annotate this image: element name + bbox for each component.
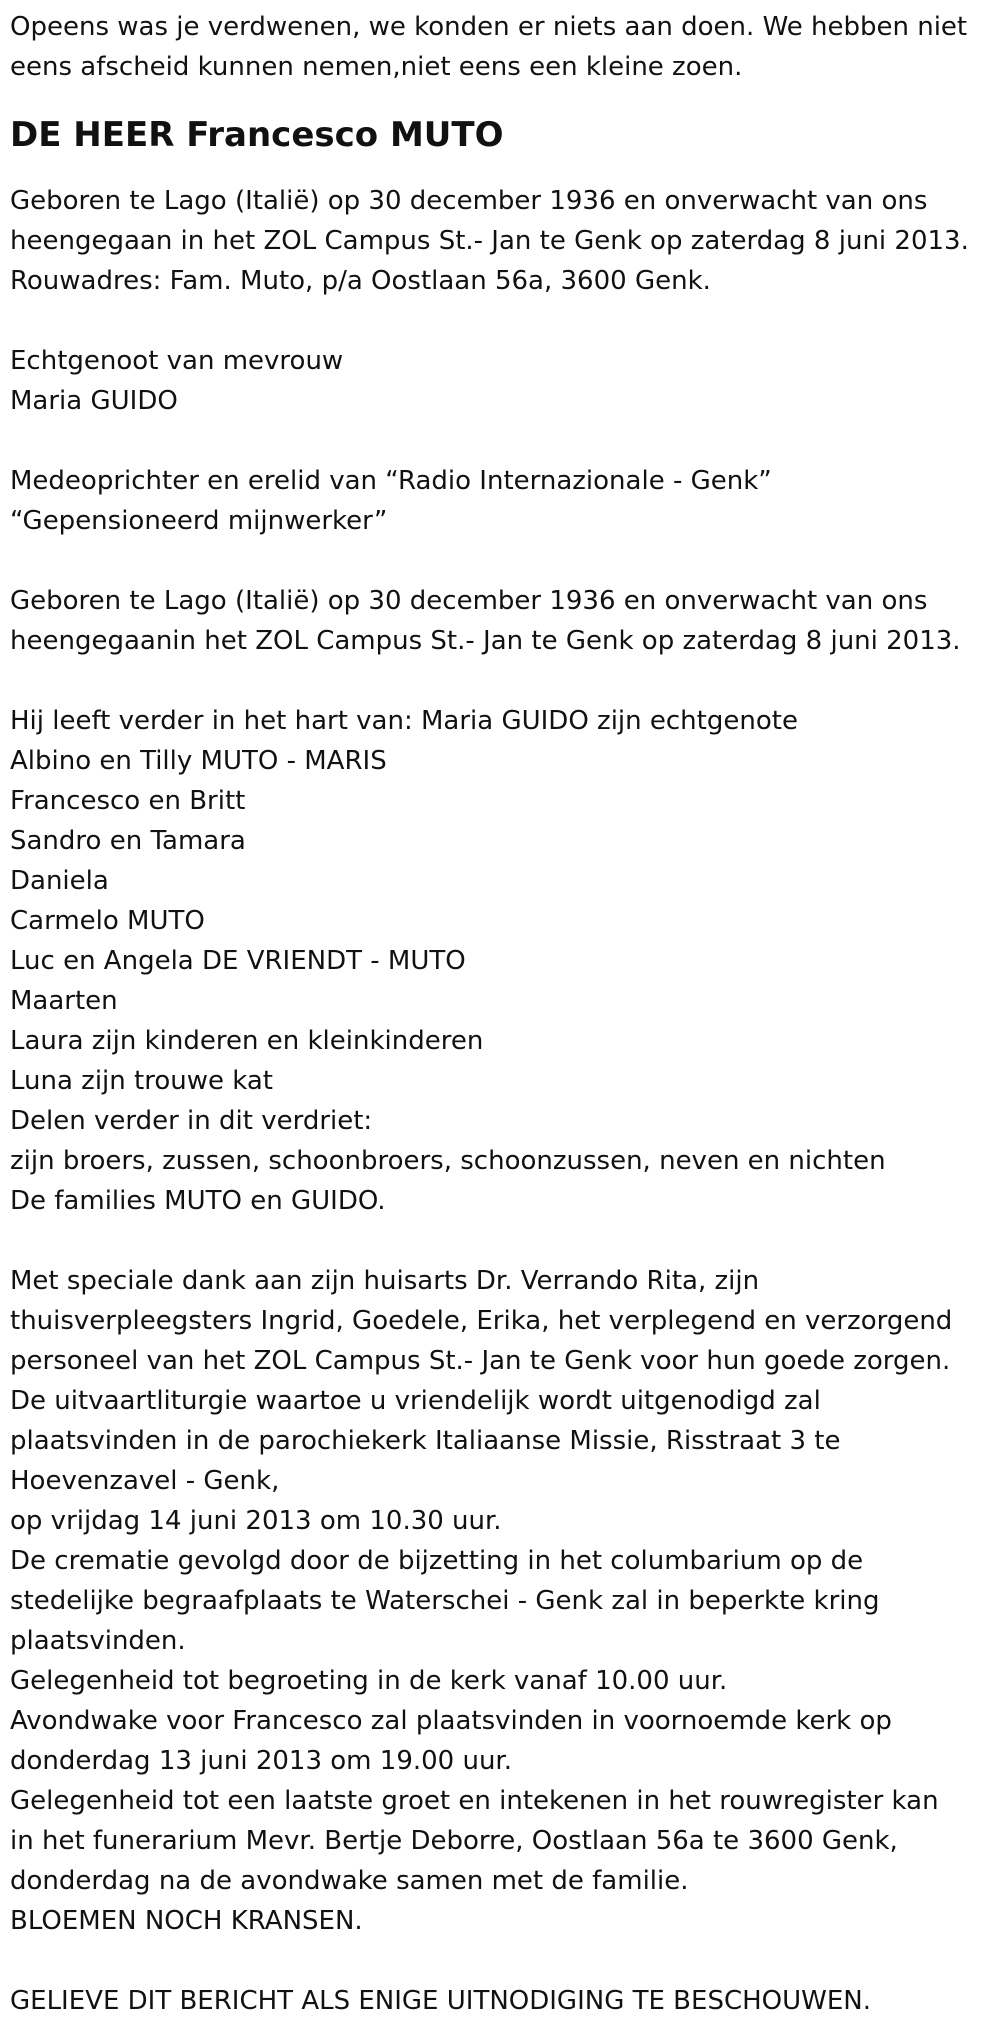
text-line: Carmelo MUTO [10,905,205,936]
text-line: Echtgenoot van mevrouw [10,345,344,376]
text-line: plaatsvinden in de parochiekerk Italiaanse Missie, Risstraat 3 te [10,1425,841,1456]
paragraph-gap [10,301,990,341]
text-line: Delen verder in dit verdriet: [10,1105,373,1136]
paragraph-gap [10,661,990,701]
intro-line: eens afscheid kunnen nemen,niet eens een kleine zoen. [10,52,743,82]
text-line: Laura zijn kinderen en kleinkinderen [10,1025,484,1056]
intro-line: Opeens was je verdwenen, we konden er niets aan doen. We hebben niet [10,12,968,42]
text-line: donderdag na de avondwake samen met de familie. [10,1865,689,1896]
text-line: Daniela [10,865,109,896]
text-line: Gelegenheid tot begroeting in de kerk vanaf 10.00 uur. [10,1665,728,1696]
text-line: personeel van het ZOL Campus St.- Jan te Genk voor hun goede zorgen. [10,1345,951,1376]
text-line: Geboren te Lago (Italië) op 30 december 1936 en onverwacht van ons [10,185,928,216]
birth-and-address-block [10,181,990,301]
family-block [10,701,990,1221]
text-line: Rouwadres: Fam. Muto, p/a Oostlaan 56a, 3600 Genk. [10,265,711,296]
text-line: De uitvaartliturgie waartoe u vriendelijk wordt uitgenodigd zal [10,1385,821,1416]
text-line: zijn broers, zussen, schoonbroers, schoonzussen, neven en nichten [10,1145,886,1176]
text-line: heengegaan in het ZOL Campus St.- Jan te Genk op zaterdag 8 juni 2013. [10,225,969,256]
paragraph-gap [10,1221,990,1261]
text-line: heengegaanin het ZOL Campus St.- Jan te Genk op zaterdag 8 juni 2013. [10,625,961,656]
text-line: BLOEMEN NOCH KRANSEN. [10,1905,363,1936]
text-line: in het funerarium Mevr. Bertje Deborre, Oostlaan 56a te 3600 Genk, [10,1825,898,1856]
text-line: Geboren te Lago (Italië) op 30 december 1936 en onverwacht van ons [10,585,928,616]
text-line: De families MUTO en GUIDO. [10,1185,386,1216]
text-line: Francesco en Britt [10,785,246,816]
paragraph-gap [10,541,990,581]
spouse-block [10,341,990,421]
text-line: Maarten [10,985,118,1016]
text-line: Met speciale dank aan zijn huisarts Dr. Verrando Rita, zijn [10,1265,760,1296]
text-line: Hoevenzavel - Genk, [10,1465,280,1496]
text-line: Medeoprichter en erelid van “Radio Internazionale - Genk” [10,465,772,496]
text-line: De crematie gevolgd door de bijzetting in het columbarium op de [10,1545,864,1576]
text-line: Albino en Tilly MUTO - MARIS [10,745,387,776]
text-line: Gelegenheid tot een laatste groet en intekenen in het rouwregister kan [10,1785,939,1816]
text-line: Sandro en Tamara [10,825,246,856]
text-line: stedelijke begraafplaats te Waterschei - Genk zal in beperkte kring [10,1585,880,1616]
text-line: donderdag 13 juni 2013 om 19.00 uur. [10,1745,512,1776]
text-line: “Gepensioneerd mijnwerker” [10,505,388,536]
thanks-and-ceremony-block [10,1261,990,1941]
birth-block-repeat [10,581,990,661]
text-line: Maria GUIDO [10,385,178,416]
paragraph-gap [10,1941,990,1981]
closing-line: GELIEVE DIT BERICHT ALS ENIGE UITNODIGING TE BESCHOUWEN. [10,1985,871,2016]
deceased-name-heading: DE HEER Francesco MUTO [10,115,504,155]
paragraph-gap [10,421,990,461]
text-line: plaatsvinden. [10,1625,186,1656]
text-line: Luc en Angela DE VRIENDT - MUTO [10,945,466,976]
text-line: thuisverpleegsters Ingrid, Goedele, Erika, het verplegend en verzorgend [10,1305,953,1336]
text-line: Luna zijn trouwe kat [10,1065,273,1096]
text-line: Hij leeft verder in het hart van: Maria GUIDO zijn echtgenote [10,705,798,736]
text-line: op vrijdag 14 juni 2013 om 10.30 uur. [10,1505,502,1536]
intro-verse [10,0,990,87]
roles-block [10,461,990,541]
text-line: Avondwake voor Francesco zal plaatsvinden in voornoemde kerk op [10,1705,892,1736]
